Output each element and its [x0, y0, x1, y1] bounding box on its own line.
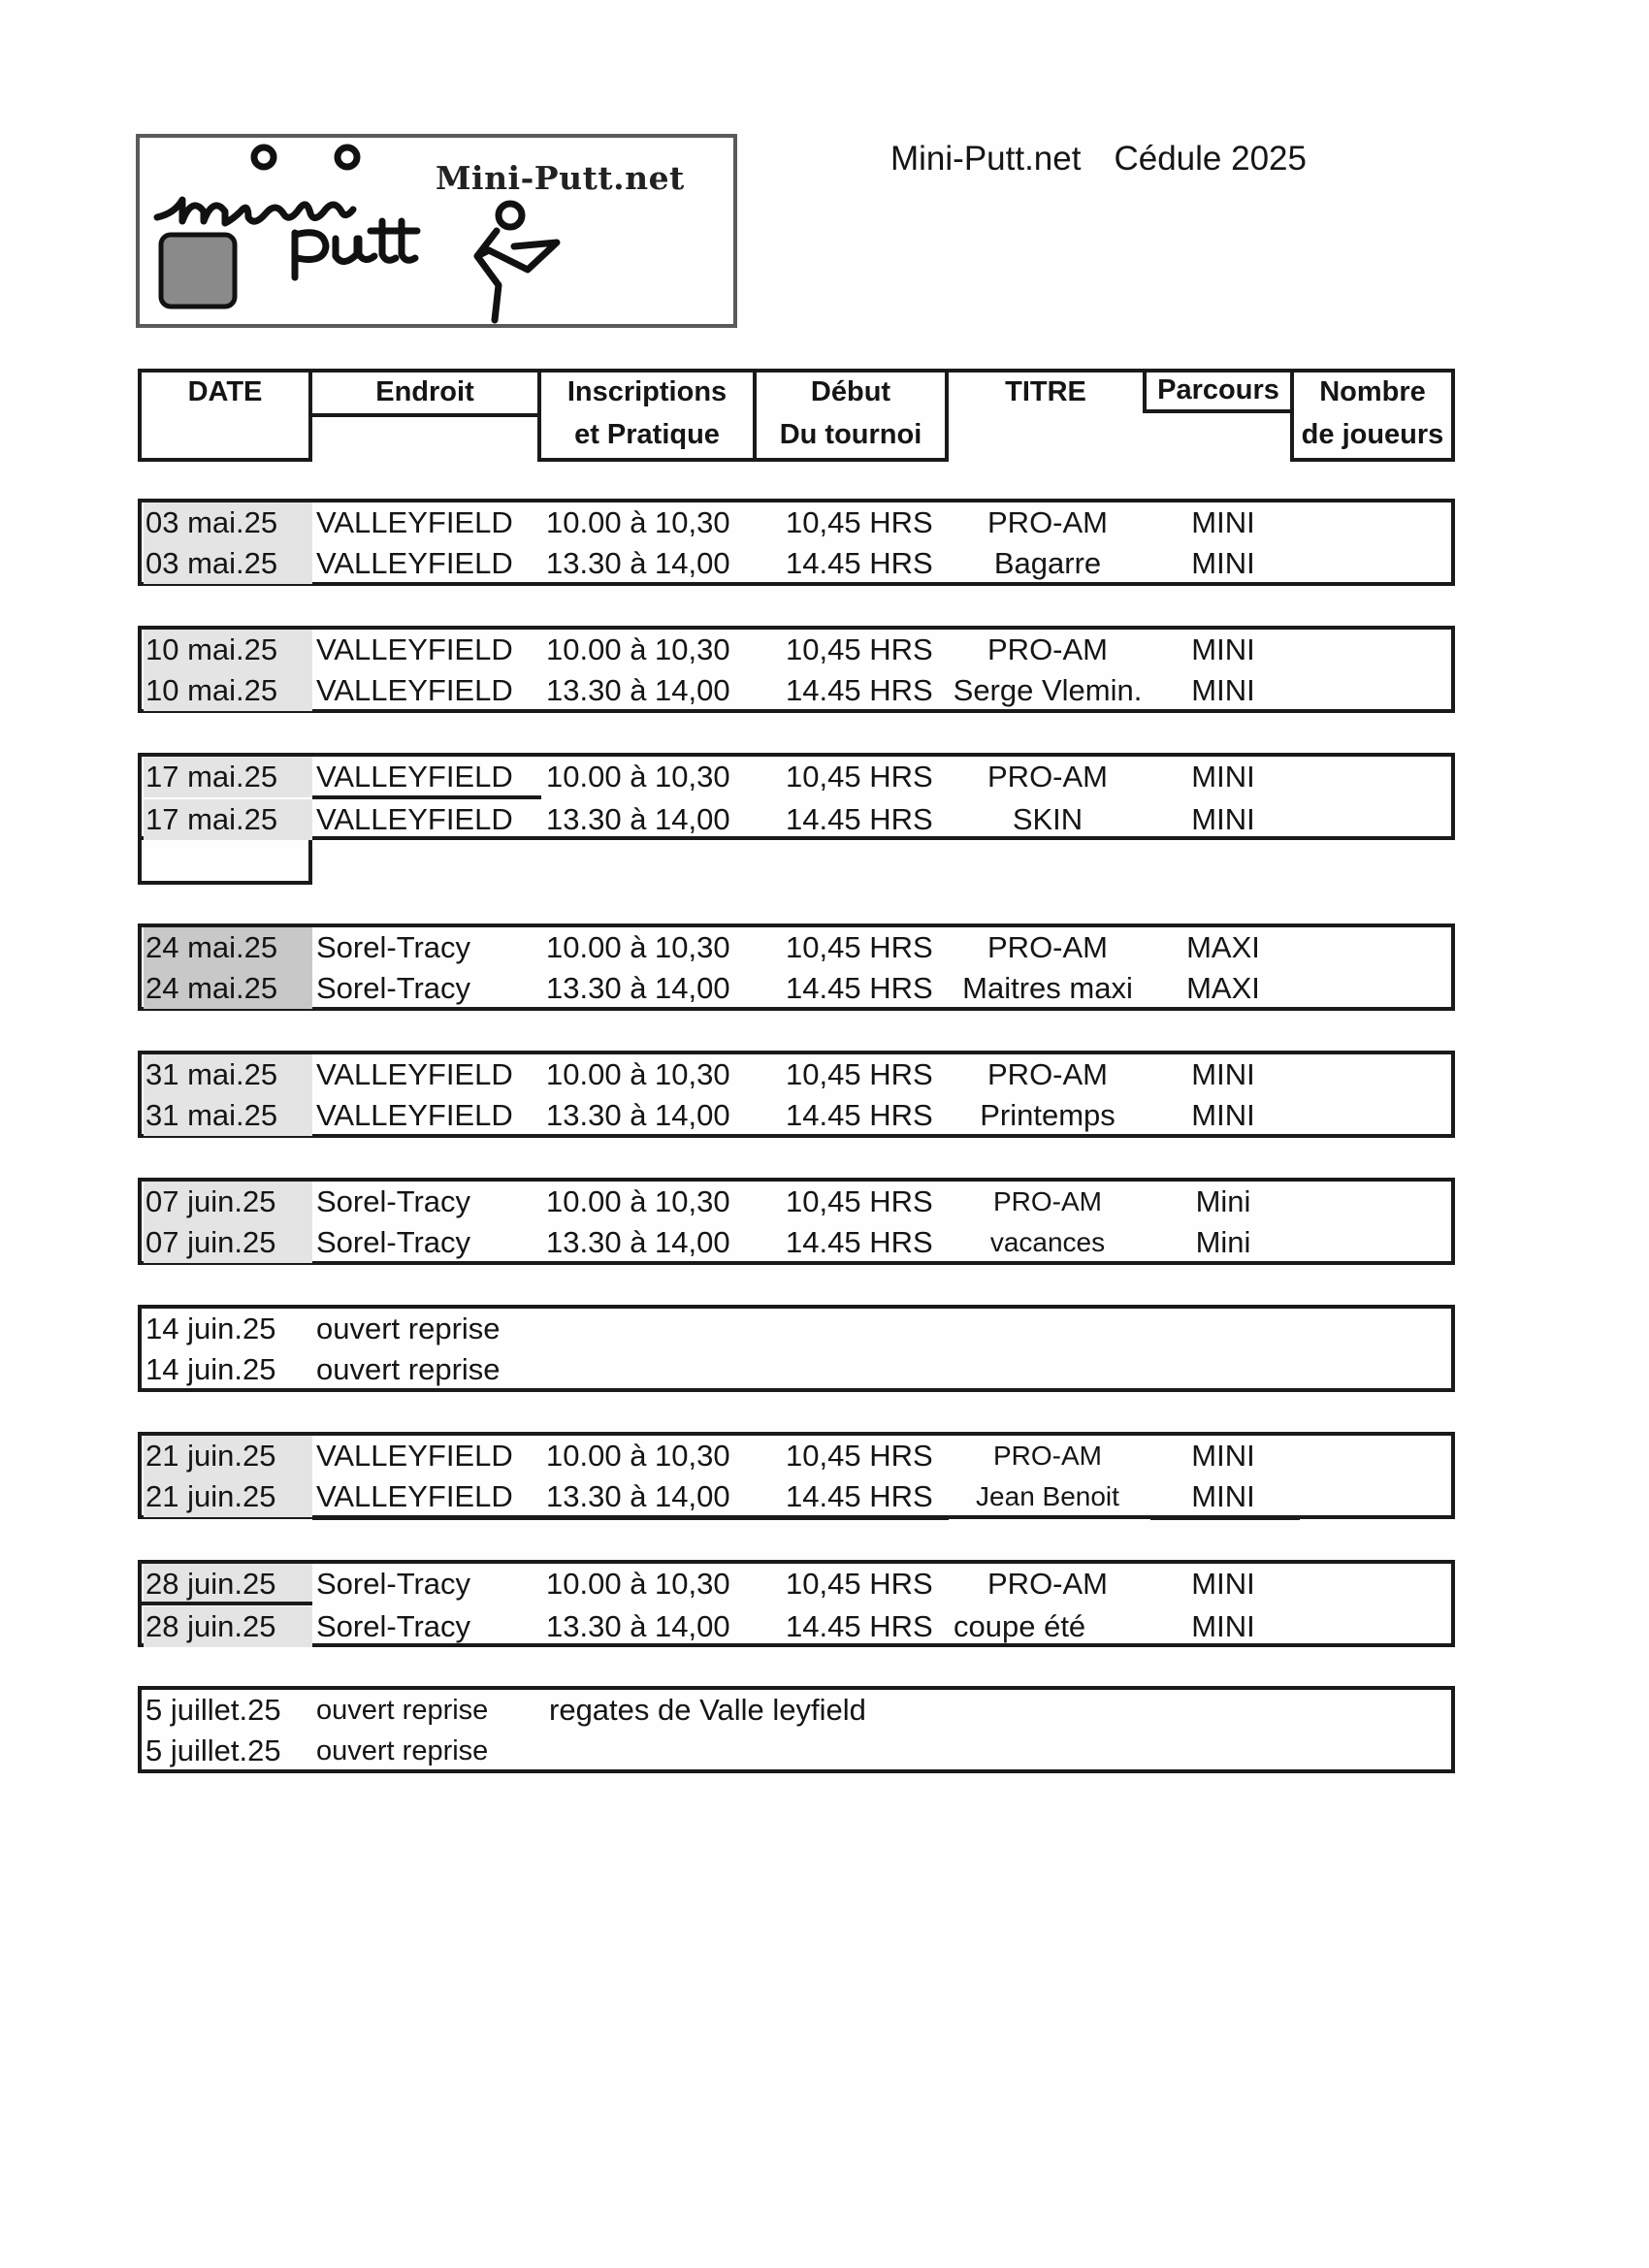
cell-inscriptions: regates de Valle leyfield — [549, 1693, 866, 1727]
cell-endroit: Sorel-Tracy — [316, 930, 471, 964]
header-parcours: Parcours — [1157, 374, 1279, 405]
cell-endroit: VALLEYFIELD — [316, 1479, 513, 1513]
cell-parcours: MINI — [1191, 546, 1255, 580]
cell-date: 21 juin.25 — [144, 1476, 312, 1517]
cell-parcours: MINI — [1191, 1098, 1255, 1132]
cell-parcours: MINI — [1191, 673, 1255, 707]
cell-titre: Serge Vlemin. — [953, 673, 1143, 707]
cell-debut: 14.45 HRS — [786, 546, 933, 580]
cell-endroit: VALLEYFIELD — [316, 546, 513, 580]
cell-titre: Maitres maxi — [962, 971, 1133, 1005]
cell-date: 14 juin.25 — [146, 1312, 276, 1345]
cell-titre: PRO-AM — [987, 930, 1108, 964]
cell-inscriptions: 13.30 à 14,00 — [546, 1098, 730, 1132]
cell-date: 07 juin.25 — [144, 1222, 312, 1263]
cell-date: 5 juillet.25 — [146, 1733, 281, 1767]
cell-debut: 10,45 HRS — [786, 760, 933, 794]
cell-debut: 14.45 HRS — [786, 1479, 933, 1513]
underline — [312, 1516, 949, 1520]
cell-titre: PRO-AM — [987, 505, 1108, 539]
document-title — [890, 140, 1307, 178]
cell-debut: 14.45 HRS — [786, 1098, 933, 1132]
underline — [138, 1602, 312, 1605]
cell-parcours: MINI — [1191, 1567, 1255, 1601]
cell-parcours: MINI — [1191, 1609, 1255, 1643]
header-titre: TITRE — [1005, 376, 1086, 407]
cell-date: 28 juin.25 — [144, 1606, 312, 1647]
cell-endroit: VALLEYFIELD — [316, 632, 513, 666]
cell-inscriptions: 13.30 à 14,00 — [546, 546, 730, 580]
cell-date: 21 juin.25 — [144, 1436, 312, 1476]
cell-parcours: MINI — [1191, 1057, 1255, 1091]
header-nombre-2: de joueurs — [1301, 419, 1444, 450]
cell-titre: PRO-AM — [987, 1567, 1108, 1601]
table-row — [0, 1182, 1649, 1222]
cell-endroit: VALLEYFIELD — [316, 760, 513, 794]
table-row — [0, 543, 1649, 584]
table-row — [0, 1731, 1649, 1771]
header-endroit: Endroit — [375, 376, 474, 407]
cell-titre: Bagarre — [993, 546, 1102, 580]
table-row — [0, 630, 1649, 670]
table-row — [0, 1436, 1649, 1476]
cell-inscriptions: 10.00 à 10,30 — [546, 930, 730, 964]
cell-endroit: VALLEYFIELD — [316, 505, 513, 539]
cell-endroit: Sorel-Tracy — [316, 1609, 471, 1643]
cell-parcours: MINI — [1191, 632, 1255, 666]
cell-debut: 10,45 HRS — [786, 1439, 933, 1473]
cell-parcours: Mini — [1195, 1184, 1251, 1218]
cell-endroit: ouvert reprise — [316, 1735, 489, 1766]
table-row — [0, 670, 1649, 711]
cell-inscriptions: 13.30 à 14,00 — [546, 802, 730, 836]
cell-debut: 14.45 HRS — [786, 1609, 933, 1643]
cell-titre: PRO-AM — [987, 1057, 1108, 1091]
cell-inscriptions: 13.30 à 14,00 — [546, 1609, 730, 1643]
cell-date: 31 mai.25 — [144, 1095, 312, 1136]
cell-debut: 10,45 HRS — [786, 1567, 933, 1601]
cell-titre: PRO-AM — [993, 1441, 1102, 1471]
table-row — [0, 502, 1649, 543]
logo-site-name: Mini-Putt.net — [436, 159, 685, 197]
empty-date-cell — [138, 840, 312, 885]
cell-inscriptions: 10.00 à 10,30 — [546, 1439, 730, 1473]
cell-date: 24 mai.25 — [144, 968, 312, 1009]
cell-parcours: MINI — [1191, 1479, 1255, 1513]
cell-endroit: Sorel-Tracy — [316, 1225, 471, 1259]
cell-endroit: ouvert reprise — [316, 1312, 501, 1345]
cell-date: 17 mai.25 — [144, 799, 312, 840]
header-inscriptions-1: Inscriptions — [566, 376, 728, 407]
cell-inscriptions: 10.00 à 10,30 — [546, 1567, 730, 1601]
cell-titre: vacances — [989, 1227, 1106, 1257]
cell-parcours: MINI — [1191, 802, 1255, 836]
cell-debut: 14.45 HRS — [786, 802, 933, 836]
cell-inscriptions: 10.00 à 10,30 — [546, 632, 730, 666]
cell-debut: 14.45 HRS — [786, 1225, 933, 1259]
cell-endroit: VALLEYFIELD — [316, 1098, 513, 1132]
cell-date: 17 mai.25 — [144, 757, 312, 797]
cell-endroit: Sorel-Tracy — [316, 1184, 471, 1218]
table-row — [0, 1222, 1649, 1263]
cell-debut: 10,45 HRS — [786, 1057, 933, 1091]
table-row — [0, 1054, 1649, 1095]
cell-inscriptions: 13.30 à 14,00 — [546, 673, 730, 707]
cell-endroit: VALLEYFIELD — [316, 1439, 513, 1473]
cell-debut: 10,45 HRS — [786, 505, 933, 539]
header-inscriptions-2: et Pratique — [574, 419, 720, 450]
cell-titre: Jean Benoit — [976, 1481, 1119, 1511]
cell-date: 5 juillet.25 — [146, 1693, 281, 1727]
cell-inscriptions: 10.00 à 10,30 — [546, 505, 730, 539]
table-row — [0, 968, 1649, 1009]
document-site: Mini-Putt.net — [890, 140, 1082, 178]
cell-debut: 10,45 HRS — [786, 1184, 933, 1218]
table-row — [0, 1095, 1649, 1136]
table-row — [0, 1349, 1649, 1390]
cell-date: 10 mai.25 — [144, 630, 312, 670]
cell-inscriptions: 10.00 à 10,30 — [546, 1057, 730, 1091]
header-date: DATE — [187, 376, 263, 407]
cell-parcours: MINI — [1191, 760, 1255, 794]
table-row — [0, 757, 1649, 797]
cell-titre: PRO-AM — [987, 760, 1108, 794]
table-row — [0, 1309, 1649, 1349]
cell-endroit: Sorel-Tracy — [316, 1567, 471, 1601]
cell-date: 07 juin.25 — [144, 1182, 312, 1222]
cell-titre: SKIN — [1012, 802, 1083, 836]
cell-debut: 14.45 HRS — [786, 971, 933, 1005]
cell-date: 03 mai.25 — [144, 502, 312, 543]
header-nombre-1: Nombre — [1319, 376, 1426, 407]
cell-date: 31 mai.25 — [144, 1054, 312, 1095]
cell-debut: 14.45 HRS — [786, 673, 933, 707]
cell-endroit: Sorel-Tracy — [316, 971, 471, 1005]
cell-endroit: VALLEYFIELD — [316, 1057, 513, 1091]
cell-debut: 10,45 HRS — [786, 632, 933, 666]
mini-putt-logo — [136, 134, 737, 328]
underline — [1150, 1516, 1300, 1520]
cell-parcours: MAXI — [1186, 971, 1260, 1005]
cell-parcours: Mini — [1195, 1225, 1251, 1259]
cell-endroit: ouvert reprise — [316, 1352, 501, 1386]
table-row — [0, 1476, 1649, 1517]
cell-date: 03 mai.25 — [144, 543, 312, 584]
cell-parcours: MINI — [1191, 505, 1255, 539]
cell-debut: 10,45 HRS — [786, 930, 933, 964]
table-row — [0, 1690, 1649, 1731]
cell-titre: coupe été — [954, 1609, 1086, 1643]
table-row — [0, 799, 1649, 840]
cell-titre: Printemps — [980, 1098, 1116, 1132]
cell-titre: PRO-AM — [987, 632, 1108, 666]
cell-parcours: MINI — [1191, 1439, 1255, 1473]
table-row — [0, 1606, 1649, 1647]
document-label: Cédule 2025 — [1114, 140, 1307, 178]
cell-inscriptions: 13.30 à 14,00 — [546, 1225, 730, 1259]
cell-date: 14 juin.25 — [146, 1352, 276, 1386]
table-row — [0, 927, 1649, 968]
cell-endroit: ouvert reprise — [316, 1695, 489, 1726]
cell-inscriptions: 10.00 à 10,30 — [546, 1184, 730, 1218]
cell-titre: PRO-AM — [993, 1186, 1102, 1216]
header-debut-1: Début — [810, 376, 891, 407]
cell-endroit: VALLEYFIELD — [316, 673, 513, 707]
underline — [312, 795, 541, 799]
cell-inscriptions: 10.00 à 10,30 — [546, 760, 730, 794]
cell-date: 10 mai.25 — [144, 670, 312, 711]
table-row — [0, 1564, 1649, 1604]
cell-inscriptions: 13.30 à 14,00 — [546, 1479, 730, 1513]
cell-date: 28 juin.25 — [144, 1564, 312, 1604]
cell-parcours: MAXI — [1186, 930, 1260, 964]
cell-endroit: VALLEYFIELD — [316, 802, 513, 836]
header-debut-2: Du tournoi — [779, 419, 922, 450]
cell-inscriptions: 13.30 à 14,00 — [546, 971, 730, 1005]
cell-date: 24 mai.25 — [144, 927, 312, 968]
